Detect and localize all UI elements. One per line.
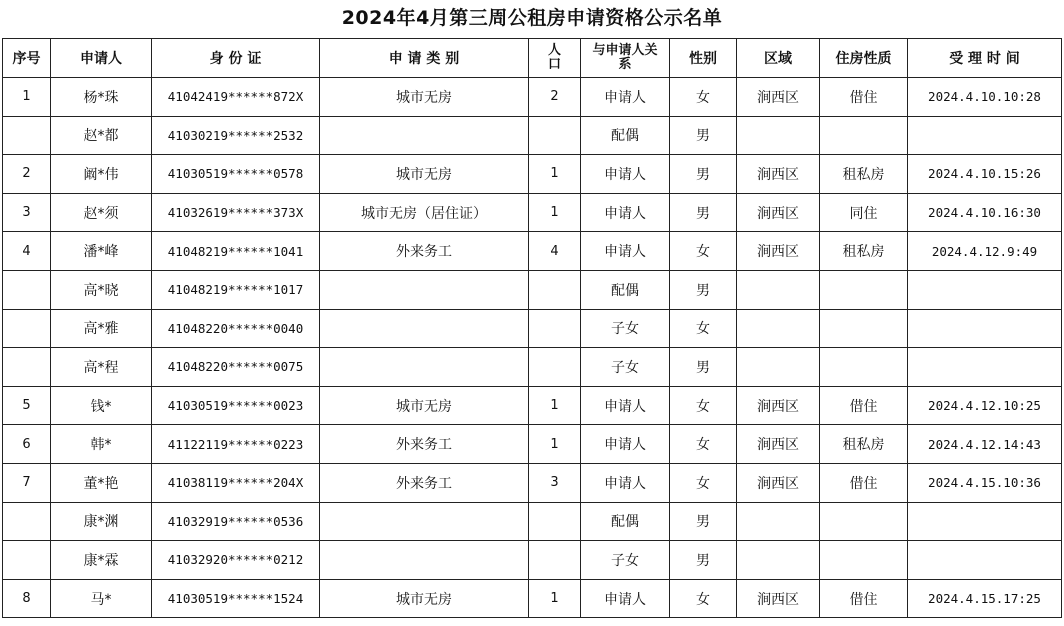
header-district: 区域	[737, 39, 820, 78]
cell-id-number: 41048219******1017	[152, 270, 320, 309]
table-header-row	[3, 39, 1062, 78]
cell-time: 2024.4.10.10:28	[908, 78, 1062, 117]
cell-relation: 子女	[581, 309, 670, 348]
cell-id-number: 41048219******1041	[152, 232, 320, 271]
cell-seq: 8	[3, 579, 51, 618]
cell-id-number: 41032919******0536	[152, 502, 320, 541]
cell-applicant: 潘*峰	[51, 232, 152, 271]
cell-gender: 女	[670, 386, 737, 425]
cell-housing: 租私房	[820, 425, 908, 464]
cell-applicant: 高*程	[51, 348, 152, 387]
header-housing: 住房性质	[820, 39, 908, 78]
header-household: 人口	[529, 39, 581, 78]
cell-district: 涧西区	[737, 78, 820, 117]
cell-category: 城市无房	[320, 579, 529, 618]
header-time: 受 理 时 间	[908, 39, 1062, 78]
cell-district	[737, 348, 820, 387]
cell-id-number: 41042419******872X	[152, 78, 320, 117]
cell-applicant: 阚*伟	[51, 155, 152, 194]
cell-household	[529, 502, 581, 541]
cell-household: 2	[529, 78, 581, 117]
cell-household	[529, 541, 581, 580]
header-category: 申 请 类 别	[320, 39, 529, 78]
cell-id-number: 41030219******2532	[152, 116, 320, 155]
applicant-table	[2, 38, 1062, 618]
cell-id-number: 41030519******1524	[152, 579, 320, 618]
cell-time: 2024.4.12.9:49	[908, 232, 1062, 271]
cell-housing: 借住	[820, 386, 908, 425]
cell-housing	[820, 502, 908, 541]
cell-time: 2024.4.12.10:25	[908, 386, 1062, 425]
cell-gender: 男	[670, 270, 737, 309]
cell-applicant: 韩*	[51, 425, 152, 464]
cell-seq: 6	[3, 425, 51, 464]
cell-relation: 配偶	[581, 502, 670, 541]
cell-district: 涧西区	[737, 155, 820, 194]
cell-category	[320, 116, 529, 155]
cell-category	[320, 541, 529, 580]
cell-applicant: 康*渊	[51, 502, 152, 541]
cell-household: 1	[529, 425, 581, 464]
table-row	[3, 155, 1062, 194]
cell-category: 城市无房（居住证）	[320, 193, 529, 232]
cell-category: 城市无房	[320, 78, 529, 117]
cell-time	[908, 502, 1062, 541]
cell-housing	[820, 116, 908, 155]
header-relation: 与申请人关系	[581, 39, 670, 78]
cell-seq: 5	[3, 386, 51, 425]
cell-relation: 配偶	[581, 116, 670, 155]
cell-category	[320, 502, 529, 541]
cell-time	[908, 348, 1062, 387]
cell-time: 2024.4.10.15:26	[908, 155, 1062, 194]
cell-gender: 男	[670, 155, 737, 194]
cell-household: 1	[529, 386, 581, 425]
cell-housing: 借住	[820, 78, 908, 117]
cell-seq: 2	[3, 155, 51, 194]
cell-district	[737, 502, 820, 541]
table-row	[3, 78, 1062, 117]
cell-gender: 男	[670, 502, 737, 541]
cell-housing: 租私房	[820, 155, 908, 194]
cell-household	[529, 116, 581, 155]
cell-category: 外来务工	[320, 425, 529, 464]
cell-applicant: 赵*都	[51, 116, 152, 155]
header-gender: 性别	[670, 39, 737, 78]
cell-housing	[820, 541, 908, 580]
header-seq: 序号	[3, 39, 51, 78]
table-row	[3, 348, 1062, 387]
cell-housing	[820, 348, 908, 387]
cell-district	[737, 541, 820, 580]
cell-seq: 3	[3, 193, 51, 232]
cell-applicant: 康*霖	[51, 541, 152, 580]
table-row	[3, 116, 1062, 155]
cell-gender: 男	[670, 116, 737, 155]
cell-category	[320, 309, 529, 348]
cell-seq	[3, 348, 51, 387]
table-row	[3, 270, 1062, 309]
cell-housing	[820, 270, 908, 309]
cell-applicant: 高*晓	[51, 270, 152, 309]
cell-applicant: 杨*珠	[51, 78, 152, 117]
cell-household	[529, 270, 581, 309]
cell-applicant: 董*艳	[51, 463, 152, 502]
cell-time: 2024.4.15.10:36	[908, 463, 1062, 502]
cell-relation: 申请人	[581, 463, 670, 502]
cell-gender: 男	[670, 541, 737, 580]
cell-relation: 申请人	[581, 193, 670, 232]
cell-relation: 申请人	[581, 232, 670, 271]
cell-gender: 女	[670, 309, 737, 348]
cell-time	[908, 116, 1062, 155]
cell-relation: 子女	[581, 541, 670, 580]
cell-id-number: 41030519******0023	[152, 386, 320, 425]
cell-relation: 申请人	[581, 579, 670, 618]
table-row	[3, 502, 1062, 541]
cell-time: 2024.4.10.16:30	[908, 193, 1062, 232]
header-applicant: 申请人	[51, 39, 152, 78]
cell-id-number: 41032619******373X	[152, 193, 320, 232]
cell-household	[529, 348, 581, 387]
cell-household: 1	[529, 155, 581, 194]
cell-district: 涧西区	[737, 579, 820, 618]
cell-household: 4	[529, 232, 581, 271]
cell-relation: 子女	[581, 348, 670, 387]
table-row	[3, 463, 1062, 502]
cell-category	[320, 270, 529, 309]
cell-relation: 申请人	[581, 425, 670, 464]
table-body	[3, 78, 1062, 618]
cell-time: 2024.4.15.17:25	[908, 579, 1062, 618]
cell-seq	[3, 502, 51, 541]
cell-district	[737, 270, 820, 309]
cell-time: 2024.4.12.14:43	[908, 425, 1062, 464]
cell-category: 城市无房	[320, 386, 529, 425]
cell-category	[320, 348, 529, 387]
cell-time	[908, 541, 1062, 580]
cell-time	[908, 270, 1062, 309]
table-row	[3, 309, 1062, 348]
cell-housing: 借住	[820, 579, 908, 618]
cell-relation: 配偶	[581, 270, 670, 309]
table-row	[3, 541, 1062, 580]
cell-seq	[3, 116, 51, 155]
cell-id-number: 41030519******0578	[152, 155, 320, 194]
cell-gender: 女	[670, 232, 737, 271]
table-row	[3, 579, 1062, 618]
cell-seq: 7	[3, 463, 51, 502]
cell-seq: 1	[3, 78, 51, 117]
cell-district: 涧西区	[737, 193, 820, 232]
cell-housing: 借住	[820, 463, 908, 502]
table-row	[3, 193, 1062, 232]
cell-household: 3	[529, 463, 581, 502]
cell-gender: 女	[670, 425, 737, 464]
table-row	[3, 425, 1062, 464]
cell-district: 涧西区	[737, 386, 820, 425]
cell-household: 1	[529, 193, 581, 232]
table-row	[3, 386, 1062, 425]
cell-seq: 4	[3, 232, 51, 271]
cell-gender: 女	[670, 579, 737, 618]
header-id: 身 份 证	[152, 39, 320, 78]
cell-housing	[820, 309, 908, 348]
cell-housing: 同住	[820, 193, 908, 232]
cell-applicant: 钱*	[51, 386, 152, 425]
cell-id-number: 41048220******0075	[152, 348, 320, 387]
cell-id-number: 41038119******204X	[152, 463, 320, 502]
cell-applicant: 赵*须	[51, 193, 152, 232]
cell-id-number: 41032920******0212	[152, 541, 320, 580]
cell-gender: 女	[670, 463, 737, 502]
cell-seq	[3, 541, 51, 580]
cell-relation: 申请人	[581, 386, 670, 425]
cell-id-number: 41048220******0040	[152, 309, 320, 348]
cell-seq	[3, 309, 51, 348]
document-title: 2024年4月第三周公租房申请资格公示名单	[341, 7, 723, 29]
cell-district: 涧西区	[737, 425, 820, 464]
cell-household: 1	[529, 579, 581, 618]
cell-category: 外来务工	[320, 463, 529, 502]
cell-seq	[3, 270, 51, 309]
cell-district: 涧西区	[737, 232, 820, 271]
cell-gender: 女	[670, 78, 737, 117]
cell-district	[737, 116, 820, 155]
cell-relation: 申请人	[581, 78, 670, 117]
cell-time	[908, 309, 1062, 348]
cell-household	[529, 309, 581, 348]
cell-category: 城市无房	[320, 155, 529, 194]
table-row	[3, 232, 1062, 271]
cell-id-number: 41122119******0223	[152, 425, 320, 464]
cell-district: 涧西区	[737, 463, 820, 502]
cell-relation: 申请人	[581, 155, 670, 194]
cell-applicant: 高*雅	[51, 309, 152, 348]
cell-gender: 男	[670, 193, 737, 232]
cell-category: 外来务工	[320, 232, 529, 271]
cell-housing: 租私房	[820, 232, 908, 271]
cell-applicant: 马*	[51, 579, 152, 618]
cell-gender: 男	[670, 348, 737, 387]
cell-district	[737, 309, 820, 348]
